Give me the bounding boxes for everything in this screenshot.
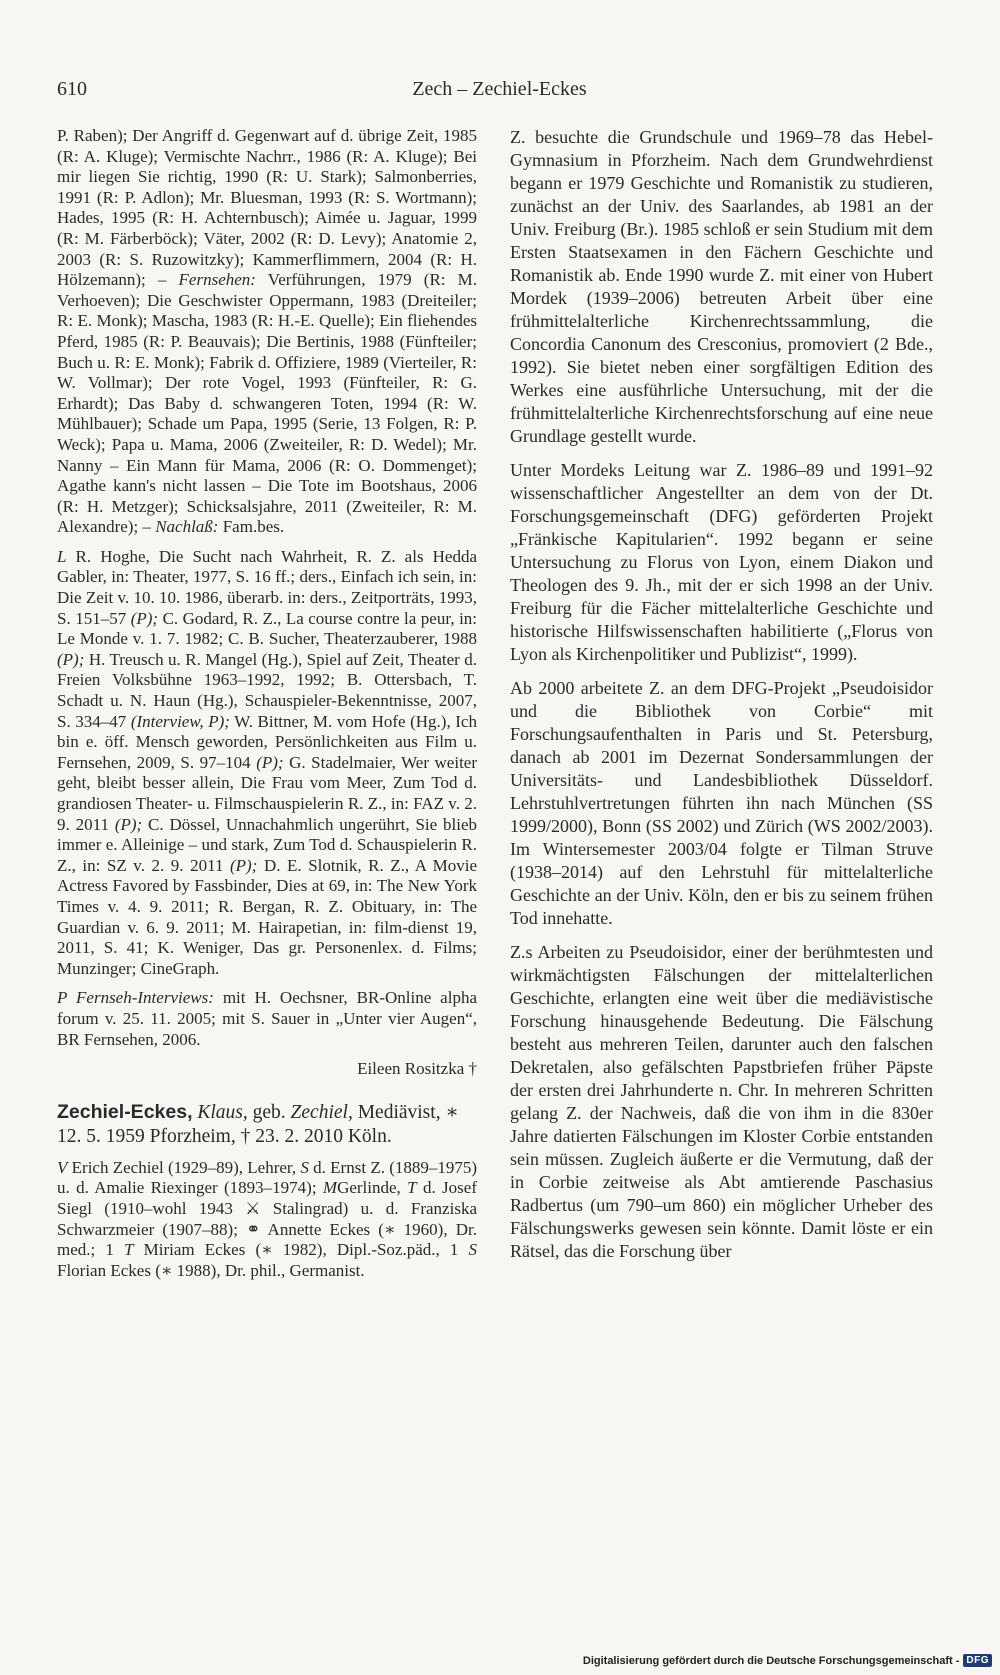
left-column: [57, 126, 477, 1281]
running-head: Zech – Zechiel-Eckes: [412, 78, 587, 100]
filmography-paragraph: P. Raben); Der Angriff d. Gegenwart auf d. übrige Zeit, 1985 (R: A. Kluge); Vermischte Nachrr., 1986 (R: A. Kluge); Bei mir liegen Sie richtig, 1990 (R: U. Stark); Salmonberries, 1991 (R: P. Adlon); Mr. Bluesman, 1993 (R: S. Wortmann); Hades, 1995 (R: H. Achternbusch); Aimée u. Jaguar, 1999 (R: M. Färberböck); Väter, 2002 (R: D. Levy); Anatomie 2, 2003 (R: S. Ruzowitzky); Kammerflimmern, 2004 (R: H. Hölzemann); – Fernsehen: Verführungen, 1979 (R: M. Verhoeven); Die Geschwister Oppermann, 1983 (Dreiteiler; R: E. Monk); Mascha, 1983 (R: H.-E. Quelle); Ein fliehendes Pferd, 1985 (R: P. Beauvais); Die Bertinis, 1988 (Fünfteiler; Buch u. R: E. Monk); Fabrik d. Offiziere, 1989 (Vierteiler, R: W. Vollmar); Der rote Vogel, 1993 (Fünfteiler, R: G. Erhardt); Das Baby d. schwangeren Toten, 1994 (R: W. Mühlbauer); Schade um Papa, 1995 (Serie, 13 Folgen, R: P. Weck); Papa u. Mama, 2006 (Zweiteiler, R: D. Wedel); Mr. Nanny – Ein Mann für Mama, 2006 (R: O. Dommenget); Agathe kann's nicht lassen – Die Tote im Bootshaus, 2006 (R: H. Metzger); Schicksalsjahre, 2011 (Zweiteiler, R: M. Alexandre); – Nachlaß: Fam.bes.: [57, 126, 478, 537]
family-paragraph: V Erich Zechiel (1929–89), Lehrer, S d. Ernst Z. (1889–1975) u. d. Amalie Riexinger (1893–1974); MGerlinde, T d. Josef Siegl (1910–wohl 1943 ⚔ Stalingrad) u. d. Franziska Schwarzmeier (1907–88); ⚭ Annette Eckes (∗ 1960), Dr. med.; 1 T Miriam Eckes (∗ 1982), Dipl.-Soz.päd., 1 S Florian Eckes (∗ 1988), Dr. phil., Germanist.: [57, 1157, 478, 1280]
body-paragraph: Z. besuchte die Grundschule und 1969–78 das Hebel-Gymnasium in Pforzheim. Nach dem Grundwehrdienst begann er 1979 Geschichte und Romanistik zu studieren, zunächst an der Univ. des Saarlandes, ab 1981 an der Univ. Freiburg (Br.). 1985 schloß er sein Studium mit dem Ersten Staatsexamen in den Fächern Geschichte und Romanistik ab. Ende 1990 wurde Z. mit einer von Hubert Mordek (1939–2006) betreuten Arbeit über eine frühmittelalterliche Kirchenrechtssammlung, die Concordia Canonum des Cresconius, promoviert (2 Bde., 1992). Sie bietet neben einer sorgfältigen Edition des Werkes eine ausführliche Untersuchung, mit der die frühmittelalterliche Kirchenrechtsforschung auf eine neue Grundlage gestellt wurde.: [510, 127, 933, 446]
entry-heading: Zechiel-Eckes, Klaus, geb. Zechiel, Mediävist, ∗ 12. 5. 1959 Pforzheim, † 23. 2. 2010 Köln.: [57, 1100, 459, 1147]
interviews-paragraph: P Fernseh-Interviews: mit H. Oechsner, BR-Online alpha forum v. 25. 11. 2005; mit S. Sauer in „Unter vier Augen“, BR Fernsehen, 2006.: [57, 988, 477, 1049]
body-paragraph: Unter Mordeks Leitung war Z. 1986–89 und 1991–92 wissenschaftlicher Angestellter an dem von der Dt. Forschungsgemeinschaft (DFG) geförderten Projekt „Fränkische Kapitularien“. 1992 begann er seine Untersuchung zu Florus von Lyon, einem Diakon und Theologen des 9. Jh., mit der er sich 1998 an der Univ. Freiburg für die Fächer mittelalterliche Geschichte und historische Hilfswissenschaften habilitierte („Florus von Lyon als Kirchenpolitiker und Publizist“, 1999).: [510, 460, 933, 664]
page-number: 610: [57, 78, 87, 100]
dfg-logo: DFG: [963, 1654, 992, 1667]
author-signature: Eileen Rositzka †: [357, 1059, 477, 1079]
body-paragraph: Z.s Arbeiten zu Pseudoisidor, einer der berühmtesten und wirkmächtigsten Fälschungen der mittelalterlichen Geschichte, erlangten eine weit über die mediävistische Forschung hinausgehende Bedeutung. Die Fälschung besteht aus mehreren Teilen, darunter auch den falschen Dekretalen, also gefälschten Papstbriefen früher Päpste der ersten drei Jahrhunderte n. Chr. In mehreren Schritten gelang Z. der Nachweis, daß die von ihm in die 830er Jahre datierten Fälschungen im Kloster Corbie entstanden sein müssen. Zugleich äußerte er die Vermutung, daß der in Corbie zeitweise als Abt amtierende Paschasius Radbertus (um 790–um 860) ein möglicher Urheber des Fälschungswerks gewesen sein könnte. Damit löste er ein Rätsel, das die Forschung über: [510, 942, 933, 1261]
right-column: [510, 126, 933, 1263]
body-paragraph: Ab 2000 arbeitete Z. an dem DFG-Projekt „Pseudoisidor und die Bibliothek von Corbie“ mit Forschungsaufenthalten in Paris und St. Petersburg, danach ab 2001 im Dezernat Sondersammlungen der Universitäts- und Landesbibliothek Düsseldorf. Lehrstuhlvertretungen führten ihn nach München (SS 1999/2000), Bonn (SS 2002) und Zürich (WS 2002/2003). Im Wintersemester 2003/04 folgte er Tilman Struve (1938–2014) auf den Lehrstuhl für mittelalterliche Geschichte an der Univ. Köln, den er bis zu seinem frühen Tod innehatte.: [510, 678, 933, 928]
digitization-footer: [583, 1654, 992, 1667]
literature-paragraph: L R. Hoghe, Die Sucht nach Wahrheit, R. Z. als Hedda Gabler, in: Theater, 1977, S. 16 ff.; ders., Einfach ich sein, in: Die Zeit v. 10. 10. 1986, überarb. in: ders., Zeitporträts, 1993, S. 151–57 (P); C. Godard, R. Z., La course contre la peur, in: Le Monde v. 1. 7. 1982; C. B. Sucher, Theaterzauberer, 1988 (P); H. Treusch u. R. Mangel (Hg.), Spiel auf Zeit, Theater d. Freien Volksbühne 1963–1992, 1992; B. Ottersbach, T. Schadt u. N. Haun (Hg.), Schauspieler-Bekenntnisse, 2007, S. 334–47 (Interview, P); W. Bittner, M. vom Hofe (Hg.), Ich bin e. öff. Mensch geworden, Persönlichkeiten aus Film u. Fernsehen, 2009, S. 97–104 (P); G. Stadelmaier, Wer weiter geht, bleibt besser allein, Die Frau vom Meer, Zum Tod d. grandiosen Theater- u. Filmschauspielerin R. Z., in: FAZ v. 2. 9. 2011 (P); C. Dössel, Unnachahmlich ungerührt, Sie blieb immer e. Alleinige – und stark, Zum Tod d. Schauspielerin R. Z., in: SZ v. 2. 9. 2011 (P); D. E. Slotnik, R. Z., A Movie Actress Favored by Fassbinder, Dies at 69, in: The New York Times v. 4. 9. 2011; R. Bergan, R. Z. Obituary, in: The Guardian v. 6. 9. 2011; M. Hairapetian, in: film-dienst 19, 2011, S. 41; K. Weniger, Das gr. Personenlex. d. Films; Munzinger; CineGraph.: [57, 546, 478, 978]
page-header: [57, 78, 942, 110]
footer-text: Digitalisierung gefördert durch die Deutsche Forschungsgemeinschaft -: [582, 1654, 960, 1667]
